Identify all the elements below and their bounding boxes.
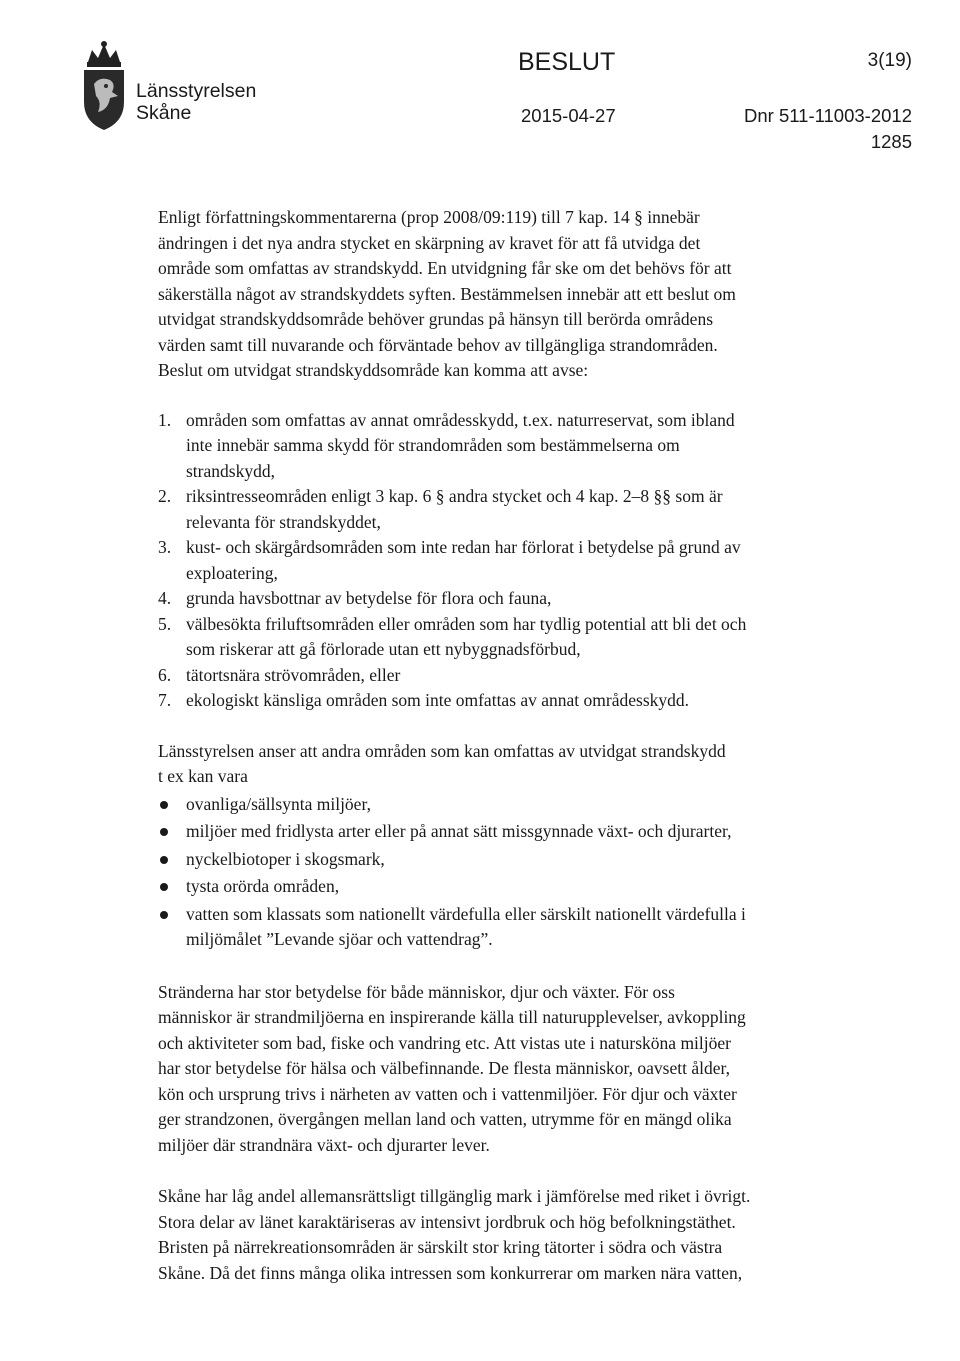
- diary-number: Dnr 511-11003-2012: [744, 105, 912, 126]
- text-line: ovanliga/sällsynta miljöer,: [186, 793, 371, 814]
- organization-name-line2: Skåne: [136, 102, 192, 124]
- bullet-list: [158, 792, 848, 953]
- paragraph-beaches: [158, 980, 848, 1159]
- list-item: [158, 484, 848, 535]
- text-line: Länsstyrelsen anser att andra områden som kan omfattas av utvidgat strandskydd: [158, 740, 726, 761]
- bullet-icon: [160, 883, 168, 891]
- text-line: har stor betydelse för hälsa och välbefinnande. De flesta människor, oavsett ålder,: [158, 1058, 731, 1078]
- document-body: [158, 205, 848, 1286]
- text-line: kust- och skärgårdsområden som inte redan har förlorat i betydelse på grund av: [186, 537, 741, 557]
- text-line: tätortsnära strövområden, eller: [186, 664, 401, 685]
- text-line: ekologiskt känsliga områden som inte omfattas av annat områdesskydd.: [186, 690, 690, 710]
- text-line: inte innebär samma skydd för strandområden som bestämmelserna om: [186, 435, 680, 455]
- list-number: 4.: [158, 588, 172, 608]
- text-line: säkerställa något av strandskyddets syften. Bestämmelsen innebär att ett beslut om: [158, 283, 736, 304]
- list-item: [158, 408, 848, 485]
- text-line: Skåne. Då det finns många olika intressen som konkurrerar om marken nära vatten,: [158, 1262, 743, 1283]
- list-number: 3.: [158, 537, 172, 557]
- list-number: 1.: [158, 409, 172, 430]
- diary-sub-number: 1285: [870, 131, 912, 152]
- text-line: områden som omfattas av annat områdesskydd, t.ex. naturreservat, som ibland: [186, 409, 735, 430]
- bullet-icon: [160, 911, 168, 919]
- text-line: Skåne har låg andel allemansrättsligt tillgänglig mark i jämförelse med riket i övrigt.: [158, 1186, 751, 1206]
- list-item: [158, 586, 848, 612]
- text-line: Beslut om utvidgat strandskyddsområde kan komma att avse:: [158, 360, 589, 380]
- text-line: Stränderna har stor betydelse för både människor, djur och växter. För oss: [158, 981, 675, 1002]
- paragraph-skane: [158, 1184, 848, 1286]
- list-item: [158, 819, 848, 845]
- list-item: [158, 688, 848, 714]
- text-line: värden samt till nuvarande och förväntade behov av tillgängliga strandområden.: [158, 334, 718, 355]
- text-line: utvidgat strandskyddsområde behöver grundas på hänsyn till berörda områdens: [158, 309, 714, 329]
- organization-name: [136, 80, 256, 124]
- text-line: ger strandzonen, övergången mellan land och vatten, utrymme för en mängd olika: [158, 1109, 732, 1129]
- list-number: 2.: [158, 486, 172, 506]
- numbered-list: [158, 408, 848, 714]
- organization-name-line1: Länsstyrelsen: [136, 80, 257, 102]
- list-item: [158, 874, 848, 900]
- text-line: relevanta för strandskyddet,: [186, 511, 381, 532]
- text-line: Bristen på närrekreationsområden är särskilt stor kring tätorter i södra och västra: [158, 1237, 723, 1257]
- text-line: miljöer med fridlysta arter eller på annat sätt missgynnade växt- och djurarter,: [186, 821, 732, 841]
- text-line: Enligt författningskommentarerna (prop 2008/09:119) till 7 kap. 14 § innebär: [158, 207, 700, 227]
- text-line: miljöer där strandnära växt- och djurarter lever.: [158, 1134, 490, 1155]
- text-line: riksintresseområden enligt 3 kap. 6 § andra stycket och 4 kap. 2–8 §§ som är: [186, 486, 723, 506]
- coat-of-arms-icon: [78, 40, 130, 132]
- text-line: exploatering,: [186, 562, 278, 583]
- text-line: grunda havsbottnar av betydelse för flora och fauna,: [186, 588, 552, 608]
- page-number: 3(19): [867, 50, 912, 71]
- text-line: t ex kan vara: [158, 766, 248, 786]
- bullet-icon: [160, 801, 168, 809]
- text-line: vatten som klassats som nationellt värdefulla eller särskilt nationellt värdefulla i: [186, 903, 746, 924]
- list-item: [158, 535, 848, 586]
- list-item: [158, 663, 848, 689]
- list-item: [158, 792, 848, 818]
- text-line: område som omfattas av strandskydd. En utvidgning får ske om det behövs för att: [158, 258, 732, 278]
- document-type: BESLUT: [518, 48, 616, 76]
- text-line: kön och ursprung trivs i närheten av vatten och i vattenmiljöer. För djur och växter: [158, 1083, 737, 1104]
- bullet-icon: [160, 828, 168, 836]
- list-number: 7.: [158, 690, 172, 710]
- bullet-icon: [160, 856, 168, 864]
- list-number: 5.: [158, 613, 172, 634]
- text-line: Stora delar av länet karaktäriseras av intensivt jordbruk och hög befolkningstäthet.: [158, 1211, 736, 1232]
- text-line: ändringen i det nya andra stycket en skärpning av kravet för att få utvidga det: [158, 232, 701, 253]
- text-line: välbesökta friluftsområden eller områden som har tydlig potential att bli det och: [186, 613, 747, 634]
- text-line: människor är strandmiljöerna en inspirerande källa till naturupplevelser, avkoppling: [158, 1007, 746, 1027]
- text-line: som riskerar att gå förlorade utan ett nybyggnadsförbud,: [186, 639, 581, 659]
- document-date: 2015-04-27: [521, 105, 616, 126]
- text-line: nyckelbiotoper i skogsmark,: [186, 848, 385, 869]
- list-item: [158, 612, 848, 663]
- list-number: 6.: [158, 664, 172, 685]
- intro-paragraph: [158, 205, 848, 384]
- list-item: [158, 847, 848, 873]
- text-line: och aktiviteter som bad, fiske och vandring etc. Att vistas ute i natursköna miljöer: [158, 1032, 731, 1053]
- text-line: miljömålet ”Levande sjöar och vattendrag”.: [186, 929, 493, 949]
- text-line: strandskydd,: [186, 460, 275, 481]
- text-line: tysta orörda områden,: [186, 876, 340, 896]
- paragraph-other-areas: [158, 739, 848, 790]
- list-item: [158, 902, 848, 953]
